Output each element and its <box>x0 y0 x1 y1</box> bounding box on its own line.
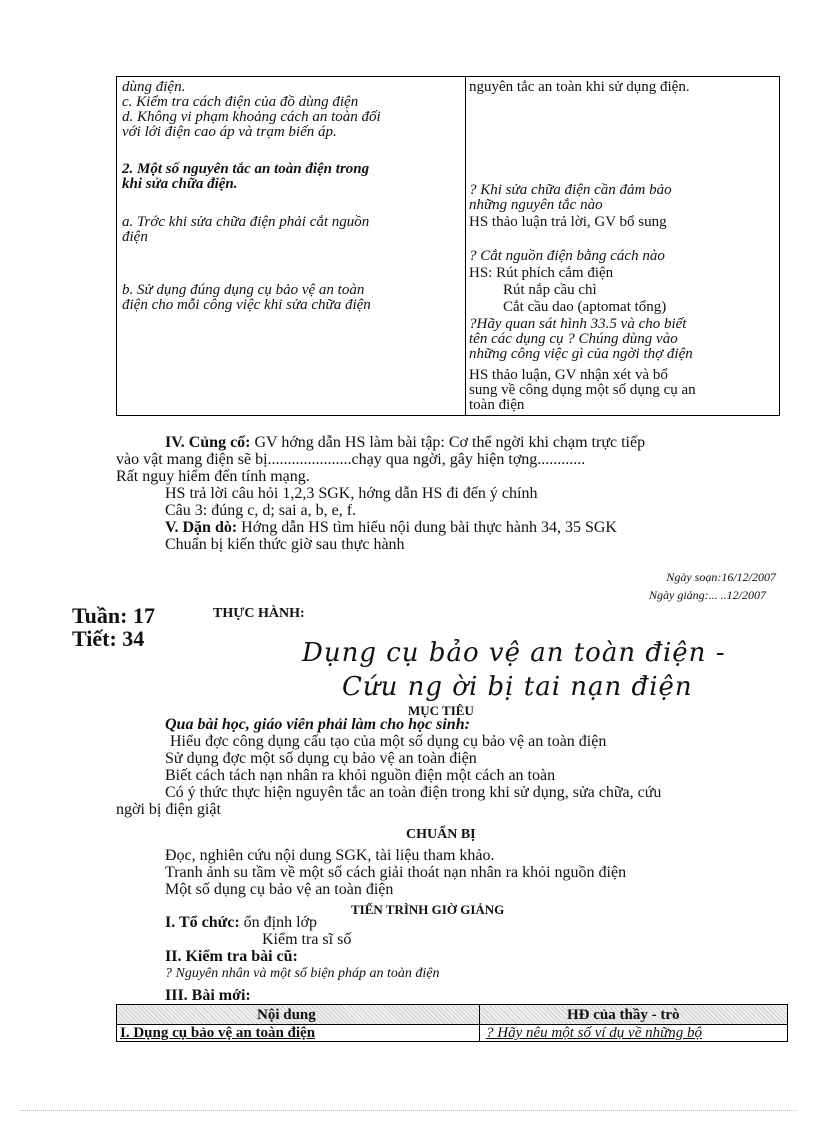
left-text-line: b. Sử dụng đúng dụng cụ bảo vệ an toàn <box>122 282 365 298</box>
table-cell-activity: ? Hãy nêu một số ví dụ về những bộ <box>486 1025 703 1041</box>
left-text-line: d. Không vi phạm khoảng cách an toàn đối <box>122 109 381 125</box>
review-text: HS trả lời câu hỏi 1,2,3 SGK, hớng dẫn HS đi đến ý chính <box>165 485 538 502</box>
objective-item: Hiểu đợc công dụng cấu tạo của một số dụng cụ bảo vệ an toàn điện <box>170 733 607 750</box>
old-lesson-question: ? Nguyên nhân và một số biện pháp an toàn điện <box>165 966 440 981</box>
week-label: Tuần: 17 <box>72 603 155 628</box>
right-text-line: sung về công dụng một số dụng cụ an <box>469 382 696 398</box>
period-label: Tiết: 34 <box>72 626 145 651</box>
table-header-row <box>117 1005 787 1025</box>
date-taught: Ngày giảng:... ..12/2007 <box>649 588 766 602</box>
objectives-intro: Qua bài học, giáo viên phải làm cho học sinh: <box>165 716 470 733</box>
left-text-line: c. Kiểm tra cách điện của đồ dùng điện <box>122 94 359 110</box>
left-text-line: a. Trớc khi sửa chữa điện phải cắt nguồn <box>122 214 370 230</box>
column-header-content: Nội dung <box>257 1007 316 1023</box>
right-text-line: HS: Rút phích cắm điện <box>469 265 614 281</box>
right-text-line: Rút nắp cầu chì <box>503 282 597 298</box>
right-text-line: HS thảo luận trả lời, GV bổ sung <box>469 214 667 230</box>
review-heading: IV. Củng cố: <box>165 434 251 451</box>
prep-item: Một số dụng cụ bảo vệ an toàn điện <box>165 881 394 898</box>
new-lesson-heading: III. Bài mới: <box>165 987 251 1004</box>
right-question: tên các dụng cụ ? Chúng dùng vào <box>469 331 678 347</box>
right-question: những nguyên tắc nào <box>469 197 603 213</box>
right-text-line: HS thảo luận, GV nhận xét và bổ <box>469 367 668 383</box>
homework-text: Chuẩn bị kiến thức giờ sau thực hành <box>165 536 405 553</box>
left-text-line: với lới điện cao áp và trạm biến áp. <box>122 124 337 140</box>
organization-line <box>165 916 317 930</box>
table-cell-content: I. Dụng cụ bảo vệ an toàn điện <box>120 1025 316 1041</box>
left-text-line: dùng điện. <box>122 79 186 95</box>
prep-item: Đọc, nghiên cứu nội dung SGK, tài liệu tham khảo. <box>165 847 495 864</box>
organization-text: Kiểm tra sĩ số <box>262 931 352 948</box>
review-text: Câu 3: đúng c, d; sai a, b, e, f. <box>165 502 357 519</box>
lesson-title-line1: Dụng cụ bảo vệ an toàn điện - <box>302 638 726 668</box>
right-text-line: nguyên tắc an toàn khi sử dụng điện. <box>469 79 690 95</box>
section-heading: 2. Một số nguyên tắc an toàn điện trong <box>122 161 370 177</box>
page-bottom-border <box>20 1110 796 1111</box>
objectives-heading: MỤC TIÊU <box>408 703 474 718</box>
right-question: những công việc gì của ngời thợ điện <box>469 346 693 362</box>
objective-item-wrap: ngời bị điện giật <box>116 801 221 818</box>
lesson-type: THỰC HÀNH: <box>213 606 305 621</box>
homework-text: Hớng dẫn HS tìm hiểu nội dung bài thực hành 34, 35 SGK <box>241 519 617 536</box>
homework-heading: V. Dặn dò: <box>165 519 238 536</box>
homework-paragraph <box>165 521 617 535</box>
right-question: ? Cắt nguồn điện bằng cách nào <box>469 248 665 264</box>
organization-text: ổn định lớp <box>243 914 317 931</box>
prep-heading: CHUẨN BỊ <box>406 827 476 842</box>
right-question: ?Hãy quan sát hình 33.5 và cho biết <box>469 316 687 332</box>
process-heading: TIẾN TRÌNH GIỜ GIẢNG <box>351 902 505 917</box>
review-paragraph <box>165 436 645 450</box>
review-text: GV hớng dẫn HS làm bài tập: Cơ thể ngời khi chạm trực tiếp <box>254 434 646 451</box>
column-divider <box>465 77 466 415</box>
objective-item: Biết cách tách nạn nhân ra khỏi nguồn điện một cách an toàn <box>165 767 556 784</box>
left-text-line: điện cho mỗi công việc khi sửa chữa điện <box>122 297 371 313</box>
date-prepared: Ngày soạn:16/12/2007 <box>666 570 776 584</box>
column-header-activity: HĐ của thầy - trò <box>567 1007 680 1023</box>
right-question: ? Khi sửa chữa điện cần đảm bảo <box>469 182 672 198</box>
right-text-line: Cắt cầu dao (aptomat tổng) <box>503 299 667 315</box>
right-text-line: toàn điện <box>469 397 525 413</box>
left-text-line: điện <box>122 229 148 245</box>
section-heading: khi sửa chữa điện. <box>122 176 238 192</box>
review-text: Rất nguy hiểm đến tính mạng. <box>116 468 310 485</box>
prep-item: Tranh ảnh su tầm về một số cách giải thoát nạn nhân ra khỏi nguồn điện <box>165 864 627 881</box>
old-lesson-heading: II. Kiểm tra bài cũ: <box>165 948 298 965</box>
column-divider <box>479 1005 480 1041</box>
lesson-title-line2: Cứu ng ời bị tai nạn điện <box>342 672 693 702</box>
organization-heading: I. Tổ chức: <box>165 914 240 931</box>
objective-item: Có ý thức thực hiện nguyên tắc an toàn điện trong khi sử dụng, sửa chữa, cứu <box>165 784 662 801</box>
objective-item: Sử dụng đợc một số dụng cụ bảo vệ an toàn điện <box>165 750 477 767</box>
review-text: vào vật mang điện sẽ bị.....................chạy qua ngời, gây hiện tợng............ <box>116 451 586 468</box>
